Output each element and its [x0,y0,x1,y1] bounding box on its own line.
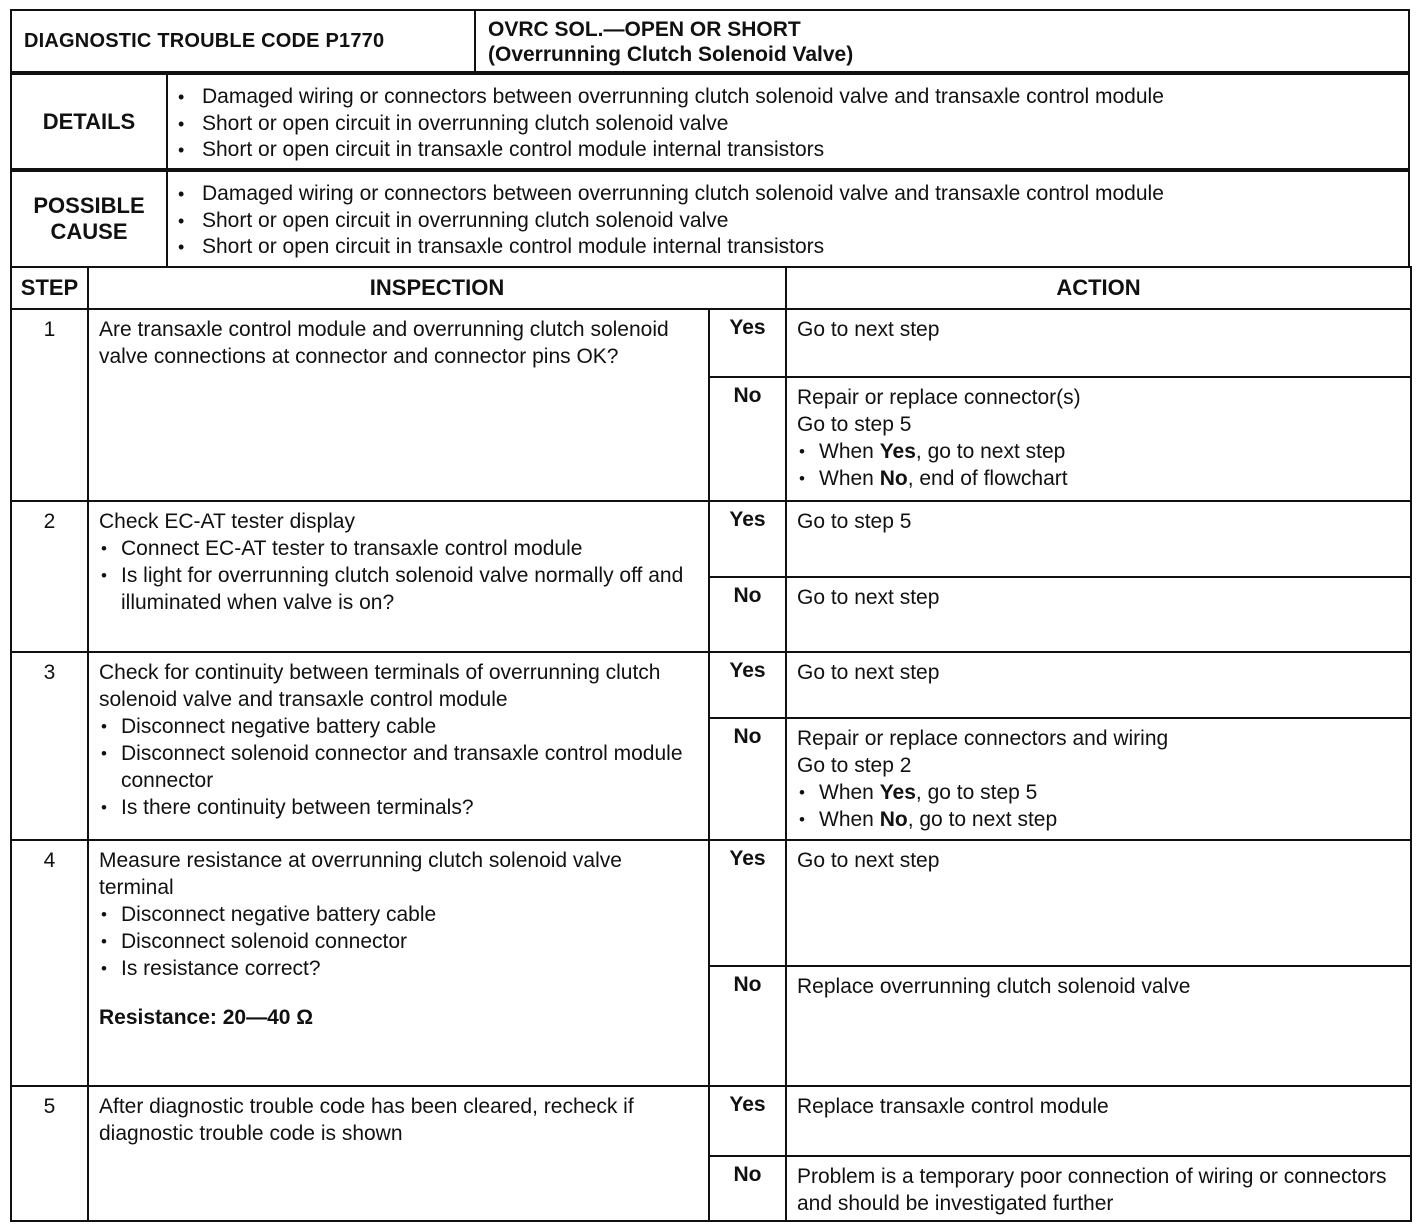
yes-label: Yes [709,840,786,966]
yes-label: Yes [709,501,786,577]
inspection-cell [88,1086,709,1221]
inspection-bullet: • Disconnect solenoid connector and transaxle control module connector [99,740,700,794]
no-label: No [709,377,786,501]
no-action-cell [786,377,1411,501]
when-word: When [819,781,874,804]
cause-item: • Damaged wiring or connectors between overrunning clutch solenoid valve and transaxle control module [178,181,1164,208]
col-step: STEP [11,267,88,309]
no-action: Go to next step [786,577,1411,652]
code-title-line1: OVRC SOL.—OPEN OR SHORT [488,18,801,41]
flow-notes [797,438,1402,492]
yes-word: Yes [879,781,916,804]
step-number: 3 [11,652,88,840]
when-word: When [819,440,874,463]
flow-note-no [797,465,1402,492]
yes-action: Go to step 5 [786,501,1411,577]
details-section [10,73,1410,170]
flow-note-yes-text: , go to step 5 [915,781,1038,804]
no-action: Problem is a temporary poor connection of wiring or connectors and should be investigated further [786,1156,1411,1221]
cause-item: • Short or open circuit in transaxle control module internal transistors [178,234,1164,261]
inspection-bullets [99,901,700,982]
details-list [168,75,1164,168]
flow-notes [797,779,1402,833]
inspection-bullet: • Connect EC-AT tester to transaxle control module [99,535,700,562]
yes-action: Replace transaxle control module [786,1086,1411,1156]
inspection-question: Check for continuity between terminals of overrunning clutch solenoid valve and transaxle control module [99,661,661,711]
details-item: • Short or open circuit in overrunning clutch solenoid valve [178,111,1164,138]
col-inspection: INSPECTION [88,267,786,309]
no-label: No [709,966,786,1086]
no-label: No [709,577,786,652]
yes-action: Go to next step [786,652,1411,718]
yes-word: Yes [879,440,916,463]
inspection-question: Measure resistance at overrunning clutch solenoid valve terminal [99,849,622,899]
possible-cause-section [10,170,1410,268]
inspection-cell [88,309,709,501]
table-row [11,309,1411,377]
col-action: ACTION [786,267,1411,309]
inspection-bullet: • Disconnect negative battery cable [99,901,700,928]
inspection-cell [88,840,709,1086]
details-label: DETAILS [12,75,168,168]
flow-note-yes [797,779,1402,806]
diagnostic-steps-table [10,266,1412,1222]
no-label: No [709,1156,786,1221]
no-goto: Go to step 2 [797,754,912,777]
no-action: Repair or replace connector(s) [797,386,1081,409]
inspection-cell [88,652,709,840]
yes-action: Go to next step [786,840,1411,966]
table-header-row [11,267,1411,309]
no-goto: Go to step 5 [797,413,912,436]
inspection-bullets [99,713,700,821]
possible-cause-label-line1: POSSIBLE [33,193,145,218]
when-word: When [819,808,874,831]
code-title-line2: (Overrunning Clutch Solenoid Valve) [488,43,854,66]
flow-note-yes [797,438,1402,465]
resistance-spec: Resistance: 20—40 Ω [99,1006,314,1029]
no-label: No [709,718,786,840]
inspection-bullet: • Disconnect solenoid connector [99,928,700,955]
yes-action: Go to next step [786,309,1411,377]
inspection-bullet: • Is resistance correct? [99,955,700,982]
no-action-cell [786,718,1411,840]
inspection-question: After diagnostic trouble code has been cleared, recheck if diagnostic trouble code is shown [99,1095,634,1145]
code-title [476,11,1408,71]
flow-note-no [797,806,1402,833]
when-word: When [819,467,874,490]
table-row [11,840,1411,966]
inspection-question: Check EC-AT tester display [99,510,355,533]
flow-note-no-text: , go to next step [907,808,1058,831]
yes-label: Yes [709,309,786,377]
flow-note-no-text: , end of flowchart [907,467,1068,490]
step-number: 5 [11,1086,88,1221]
trouble-code: DIAGNOSTIC TROUBLE CODE P1770 [12,11,476,71]
table-row [11,1086,1411,1156]
inspection-bullet: • Is there continuity between terminals? [99,794,700,821]
inspection-bullet: • Disconnect negative battery cable [99,713,700,740]
no-word: No [879,808,908,831]
no-word: No [879,467,908,490]
details-item: • Damaged wiring or connectors between overrunning clutch solenoid valve and transaxle control module [178,84,1164,111]
inspection-question: Are transaxle control module and overrunning clutch solenoid valve connections at connector and connector pins OK? [99,318,669,368]
flow-note-yes-text: , go to next step [915,440,1066,463]
details-item: • Short or open circuit in transaxle control module internal transistors [178,137,1164,164]
cause-item: • Short or open circuit in overrunning clutch solenoid valve [178,208,1164,235]
step-number: 4 [11,840,88,1086]
inspection-bullets [99,535,700,616]
no-action: Replace overrunning clutch solenoid valve [786,966,1411,1086]
step-number: 1 [11,309,88,501]
inspection-cell [88,501,709,652]
step-number: 2 [11,501,88,652]
table-row [11,501,1411,577]
possible-cause-label-line2: CAUSE [50,219,128,244]
dtc-header [10,9,1410,73]
inspection-bullet: • Is light for overrunning clutch solenoid valve normally off and illuminated when valve is on? [99,562,700,616]
yes-label: Yes [709,1086,786,1156]
no-action: Repair or replace connectors and wiring [797,727,1169,750]
possible-cause-label [12,172,168,266]
yes-label: Yes [709,652,786,718]
possible-cause-list [168,172,1164,266]
table-row [11,652,1411,718]
